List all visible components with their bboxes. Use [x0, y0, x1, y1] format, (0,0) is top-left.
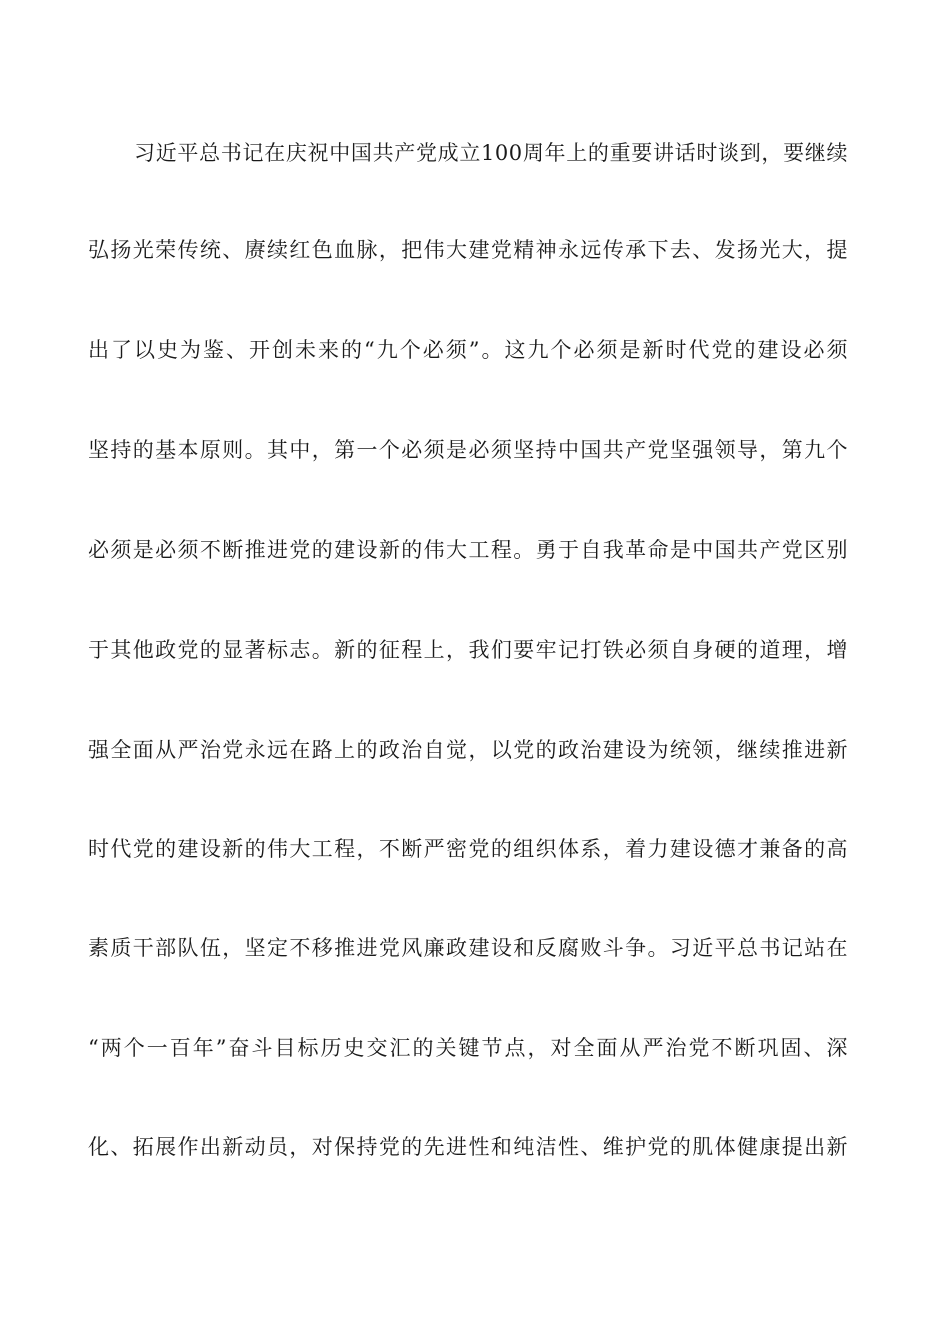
paragraph-line-10: “两个一百年”奋斗目标历史交汇的关键节点，对全面从严治党不断巩固、深: [88, 1036, 848, 1060]
paragraph-line-8: 时代党的建设新的伟大工程，不断严密党的组织体系，着力建设德才兼备的高: [88, 837, 848, 861]
paragraph-line-2: 弘扬光荣传统、赓续红色血脉，把伟大建党精神永远传承下去、发扬光大，提: [88, 238, 848, 262]
paragraph-line-3: 出了以史为鉴、开创未来的“九个必须”。这九个必须是新时代党的建设必须: [88, 338, 848, 362]
paragraph-line-7: 强全面从严治党永远在路上的政治自觉，以党的政治建设为统领，继续推进新: [88, 738, 848, 762]
paragraph-line-6: 于其他政党的显著标志。新的征程上，我们要牢记打铁必须自身硬的道理，增: [88, 638, 848, 662]
paragraph-line-1: 习近平总书记在庆祝中国共产党成立100周年上的重要讲话时谈到，要继续: [134, 141, 848, 165]
paragraph-line-9: 素质干部队伍，坚定不移推进党风廉政建设和反腐败斗争。习近平总书记站在: [88, 936, 848, 960]
paragraph-line-11: 化、拓展作出新动员，对保持党的先进性和纯洁性、维护党的肌体健康提出新: [88, 1135, 848, 1159]
paragraph-line-5: 必须是必须不断推进党的建设新的伟大工程。勇于自我革命是中国共产党区别: [88, 538, 848, 562]
paragraph-line-4: 坚持的基本原则。其中，第一个必须是必须坚持中国共产党坚强领导，第九个: [88, 438, 848, 462]
